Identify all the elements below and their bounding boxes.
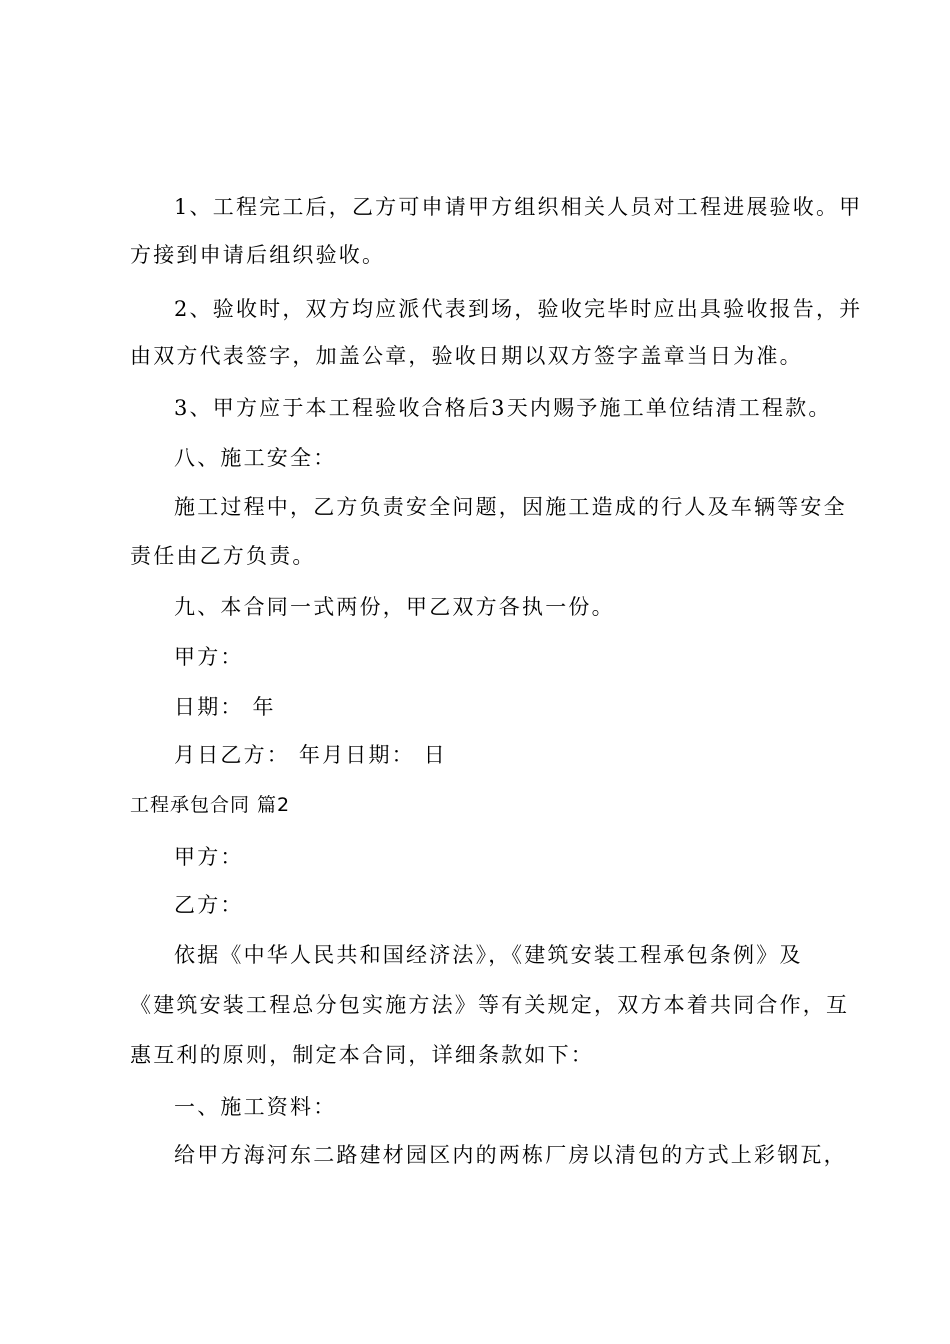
section-1-heading: 一、施工资料：: [174, 1095, 337, 1119]
section-8-body-line-1: 施工过程中，乙方负责安全问题，因施工造成的行人及车辆等安全: [174, 495, 847, 519]
clause-7-2-line-1: 2、验收时，双方均应派代表到场，验收完毕时应出具验收报告，并: [174, 297, 863, 321]
preamble-line-2: 《建筑安装工程总分包实施方法》等有关规定，双方本着共同合作，互: [130, 993, 850, 1017]
clause-7-1-line-1: 1、工程完工后，乙方可申请甲方组织相关人员对工程进展验收。甲: [174, 195, 863, 219]
contract-2-title: 工程承包合同 篇2: [130, 794, 291, 816]
party-b-date-line: 月日乙方： 年月日期： 日: [174, 743, 447, 767]
clause-7-2-line-2: 由双方代表签字，加盖公章，验收日期以双方签字盖章当日为准。: [130, 344, 803, 368]
contract-2-party-a-label: 甲方：: [174, 845, 244, 869]
contract-2-party-b-label: 乙方：: [174, 893, 244, 917]
party-a-signature-label: 甲方：: [174, 645, 244, 669]
preamble-line-1: 依据《中华人民共和国经济法》，《建筑安装工程承包条例》及: [174, 943, 803, 967]
section-8-body-line-2: 责任由乙方负责。: [130, 544, 316, 568]
preamble-line-3: 惠互利的原则，制定本合同，详细条款如下：: [130, 1043, 594, 1067]
section-8-heading: 八、施工安全：: [174, 446, 337, 470]
clause-7-3-line-1: 3、甲方应于本工程验收合格后3天内赐予施工单位结清工程款。: [174, 396, 832, 420]
clause-7-1-line-2: 方接到申请后组织验收。: [130, 243, 386, 267]
section-9-text: 九、本合同一式两份，甲乙双方各执一份。: [174, 595, 615, 619]
section-1-body-line-1: 给甲方海河东二路建材园区内的两栋厂房以清包的方式上彩钢瓦，: [174, 1143, 847, 1167]
date-label: 日期： 年: [174, 695, 276, 719]
